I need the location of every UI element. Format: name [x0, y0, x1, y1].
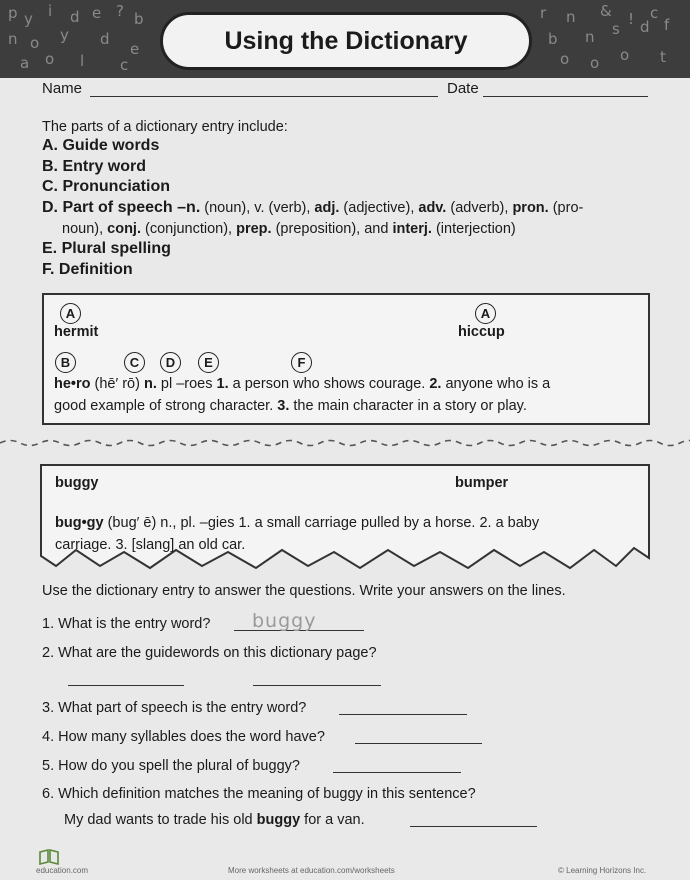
entry2-line1: [55, 513, 539, 533]
answer-line-4[interactable]: [355, 743, 482, 744]
footer-center-text: More worksheets at education.com/worksheets: [228, 866, 395, 875]
instructions: Use the dictionary entry to answer the questions. Write your answers on the lines.: [42, 583, 566, 599]
book-icon: [38, 846, 62, 868]
banner-letter: s: [612, 20, 620, 38]
part-speech-seg: (interjection): [431, 221, 516, 237]
banner-letter: o: [590, 54, 600, 72]
definition-number: 3.: [277, 398, 290, 414]
banner-letter: d: [640, 18, 650, 36]
part-speech-seg: noun),: [62, 221, 108, 237]
example-plural: pl –roes: [156, 376, 217, 392]
marker-c: C: [124, 352, 145, 373]
banner-letter: n: [8, 30, 18, 48]
banner-letter: c: [120, 56, 129, 74]
part-speech-seg: (adverb),: [446, 200, 513, 216]
answer-line-2a[interactable]: [68, 685, 184, 686]
entry2-definition: (bug′ ē) n., pl. –gies 1. a small carriage pulled by a horse. 2. a baby: [103, 515, 540, 531]
banner-letter: e: [130, 40, 140, 58]
question-1: 1. What is the entry word?: [42, 616, 211, 632]
answer-line-5[interactable]: [333, 772, 461, 773]
part-speech-seg: (noun), v. (verb),: [200, 200, 315, 216]
part-speech-seg: interj.: [392, 221, 432, 237]
banner-letter: o: [30, 34, 40, 52]
example-entry-word: he•ro: [54, 376, 91, 392]
banner-letter: a: [20, 54, 30, 72]
question-3: 3. What part of speech is the entry word?: [42, 700, 307, 716]
banner-letter: l: [80, 52, 85, 70]
part-speech-seg: (adjective),: [339, 200, 419, 216]
definition-text: anyone who is a: [441, 376, 551, 392]
definition-number: 1.: [216, 376, 229, 392]
question-4: 4. How many syllables does the word have?: [42, 729, 325, 745]
sentence-text: My dad wants to trade his old: [64, 812, 257, 828]
sentence-bold-word: buggy: [256, 812, 301, 828]
marker-f: F: [291, 352, 312, 373]
entry2-guide-right: bumper: [455, 475, 509, 491]
marker-a-left: A: [60, 303, 81, 324]
date-field[interactable]: [483, 84, 648, 97]
answer-1-sample: buggy: [252, 610, 317, 632]
sentence-text: for a van.: [300, 812, 365, 828]
part-speech-seg: adv.: [418, 200, 447, 216]
question-5: 5. How do you spell the plural of buggy?: [42, 758, 300, 774]
entry2-guide-left: buggy: [55, 475, 99, 491]
example-part-of-speech: n.: [143, 376, 157, 392]
marker-a-right: A: [475, 303, 496, 324]
date-label: Date: [447, 80, 479, 97]
marker-b: B: [55, 352, 76, 373]
example-pronunciation: (hē′ rō): [90, 376, 144, 392]
banner-letter: f: [664, 16, 670, 34]
entry2-line2: carriage. 3. [slang] an old car.: [55, 537, 246, 553]
part-speech-line1: [42, 198, 583, 218]
guide-word-left: hermit: [54, 324, 99, 340]
definition-text: the main character in a story or play.: [289, 398, 527, 414]
question-6-sentence: [64, 812, 365, 828]
part-speech-seg: (pro-: [548, 200, 584, 216]
education-logo: [38, 846, 62, 868]
part-speech-heading: D. Part of speech –n.: [42, 199, 201, 216]
banner-letter: i: [48, 2, 53, 20]
banner-letter: b: [134, 10, 144, 28]
example-entry-line1: [54, 374, 550, 394]
banner-letter: o: [45, 50, 55, 68]
marker-d: D: [160, 352, 181, 373]
banner-letter: ?: [116, 2, 124, 20]
cut-line: [0, 436, 690, 450]
page-title: Using the Dictionary: [160, 12, 532, 70]
footer-copyright: © Learning Horizons Inc.: [558, 866, 647, 875]
banner-letter: !: [628, 10, 635, 28]
part-guide-words: A. Guide words: [42, 137, 160, 154]
part-definition: F. Definition: [42, 261, 133, 278]
part-speech-seg: conj.: [107, 221, 141, 237]
banner-letter: d: [100, 30, 110, 48]
intro-text: The parts of a dictionary entry include:: [42, 119, 288, 135]
name-label: Name: [42, 80, 83, 97]
name-field[interactable]: [90, 84, 438, 97]
question-2: 2. What are the guidewords on this dictionary page?: [42, 645, 377, 661]
banner-letter: d: [70, 8, 80, 26]
part-speech-seg: (conjunction),: [141, 221, 237, 237]
entry2-entry-word: bug•gy: [55, 515, 104, 531]
part-speech-seg: prep.: [236, 221, 272, 237]
banner-letter: r: [540, 4, 547, 22]
answer-line-6[interactable]: [410, 826, 537, 827]
part-speech-seg: (preposition), and: [271, 221, 393, 237]
banner-letter: c: [650, 4, 659, 22]
answer-line-3[interactable]: [339, 714, 467, 715]
banner-letter: p: [8, 4, 18, 22]
banner-letter: e: [92, 4, 102, 22]
guide-word-right: hiccup: [458, 324, 505, 340]
part-pronunciation: C. Pronunciation: [42, 178, 170, 195]
definition-number: 2.: [429, 376, 442, 392]
definition-text: good example of strong character.: [54, 398, 278, 414]
banner-letter: o: [620, 46, 630, 64]
part-entry-word: B. Entry word: [42, 158, 147, 175]
part-plural-spelling: E. Plural spelling: [42, 240, 171, 257]
part-speech-line2: [62, 219, 516, 239]
banner-letter: y: [24, 10, 33, 28]
banner-letter: t: [660, 48, 666, 66]
banner-letter: y: [60, 26, 69, 44]
banner-letter: b: [548, 30, 558, 48]
marker-e: E: [198, 352, 219, 373]
answer-line-2b[interactable]: [253, 685, 381, 686]
banner-letter: &: [600, 2, 612, 20]
banner-letter: n: [585, 28, 595, 46]
example-entry-line2: [54, 396, 527, 416]
banner-letter: o: [560, 50, 570, 68]
definition-text: a person who shows courage.: [228, 376, 430, 392]
banner-letter: n: [566, 8, 576, 26]
part-speech-seg: pron.: [512, 200, 549, 216]
part-speech-seg: adj.: [314, 200, 340, 216]
footer-logo-text: education.com: [36, 866, 89, 875]
question-6: 6. Which definition matches the meaning of buggy in this sentence?: [42, 786, 476, 802]
